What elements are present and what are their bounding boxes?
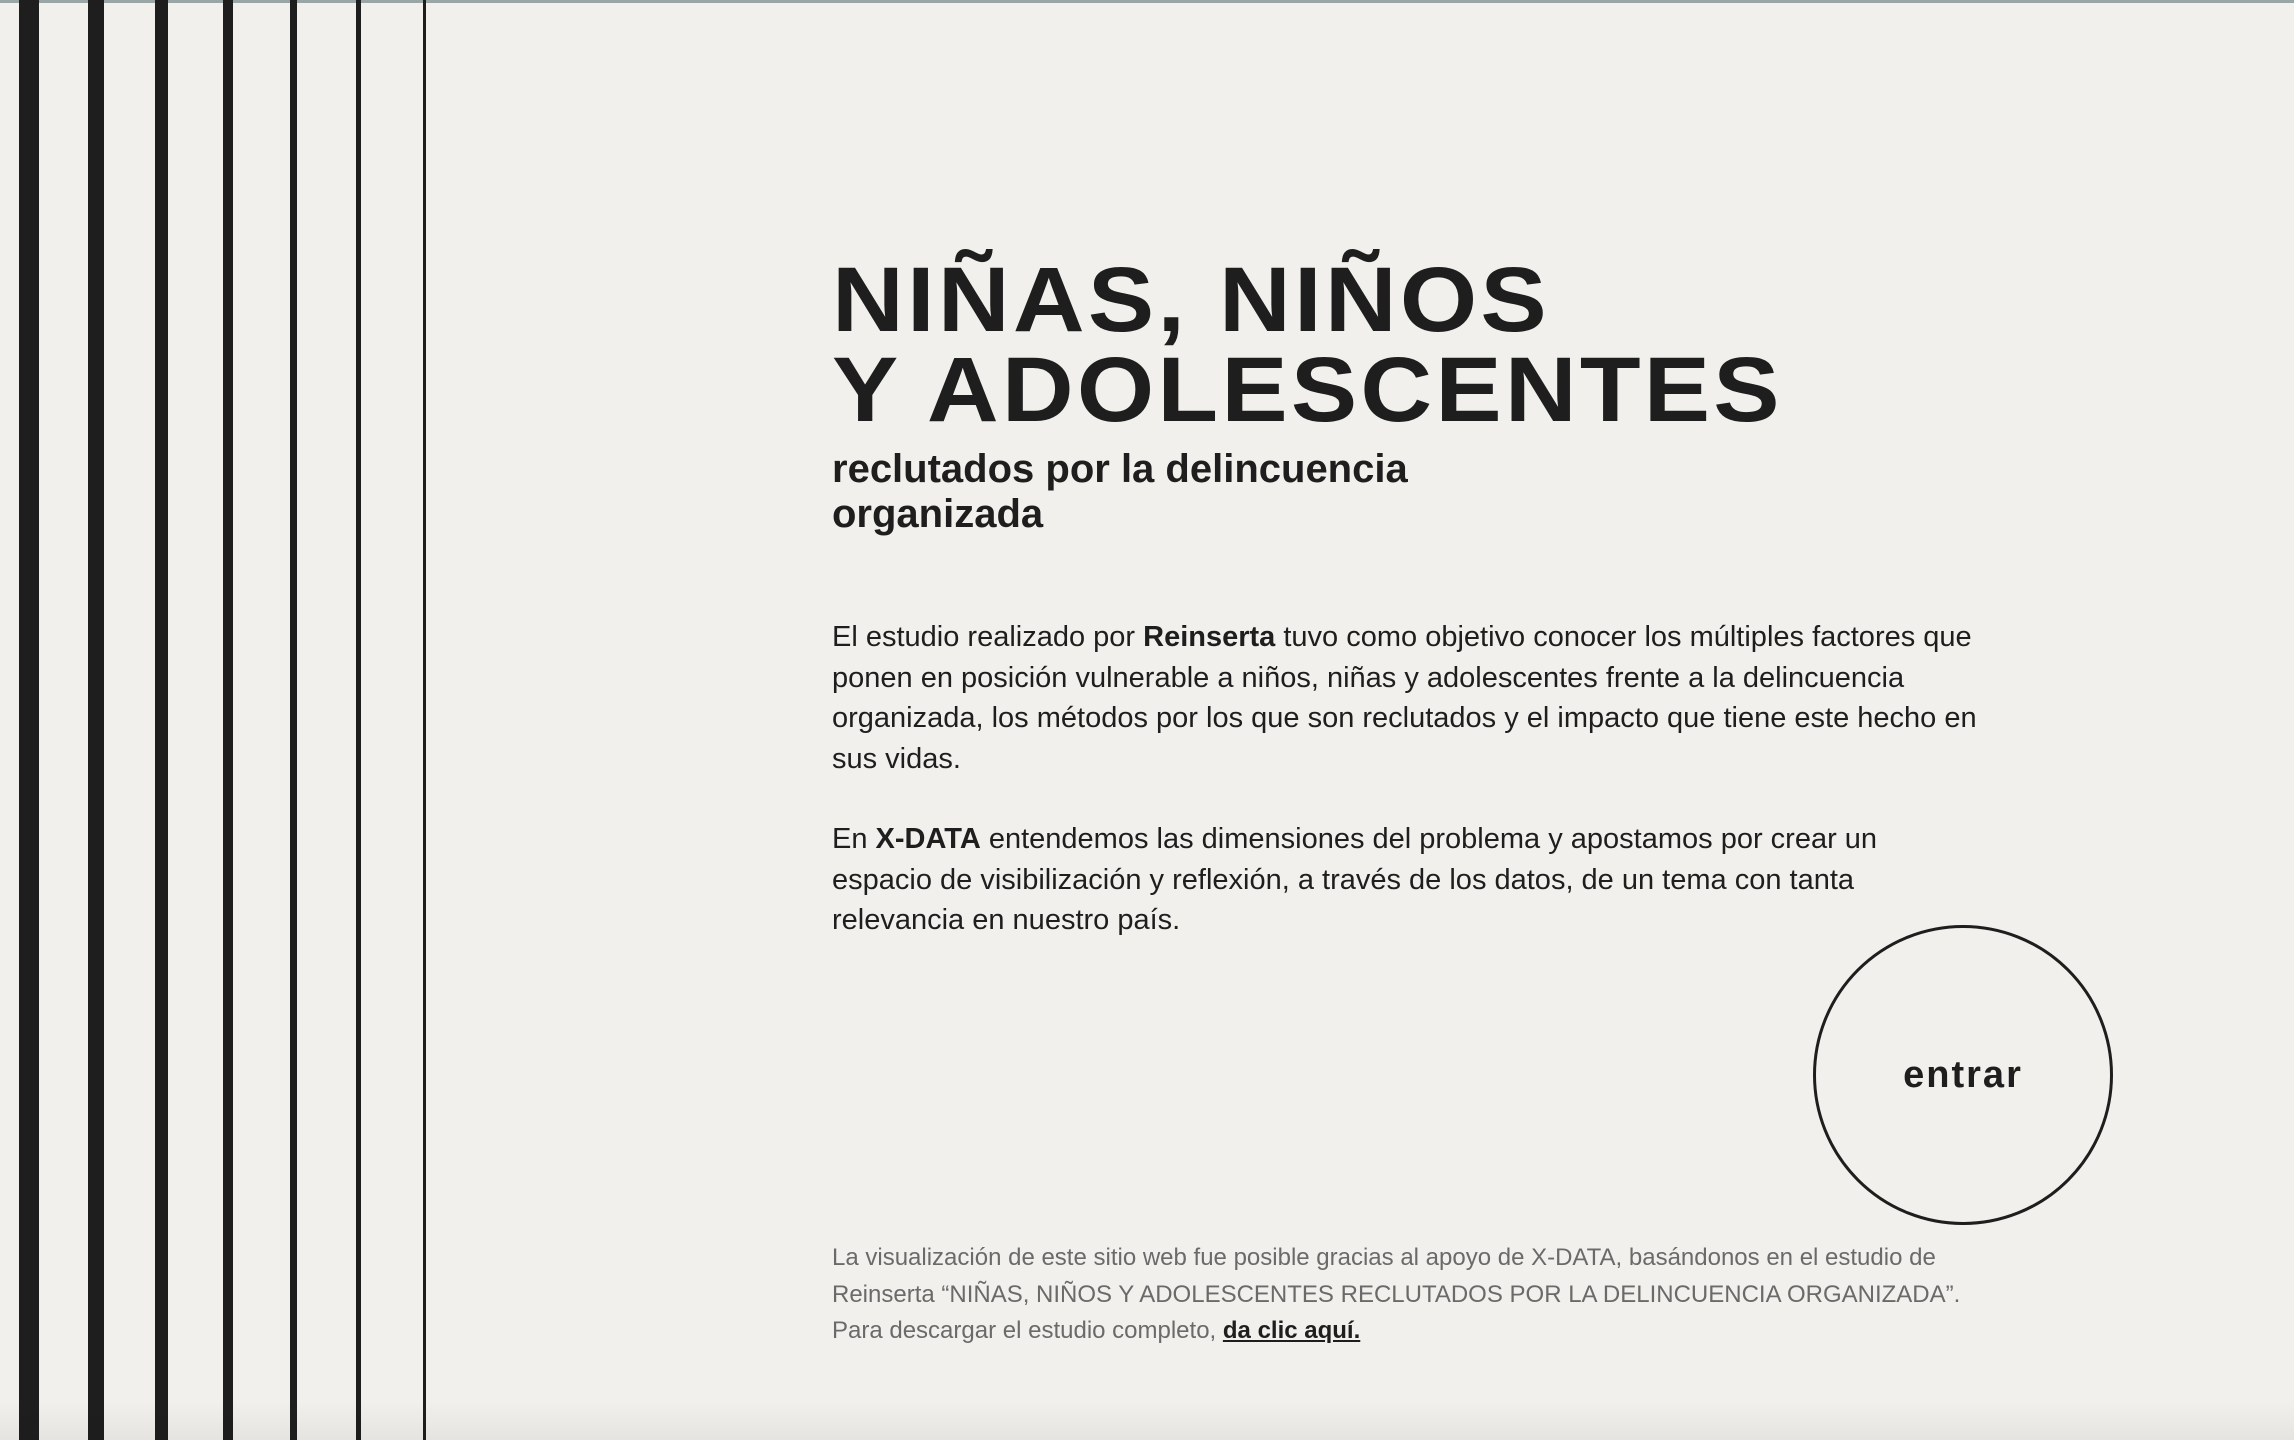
intro-paragraph-study [832,617,1982,779]
stripe [356,0,361,1440]
intro-text: tuvo como objetivo conocer los múltiples factores que ponen en posición vulnerable a niños, niñas y adolescentes frente a la delincuencia organizada, los métodos por los que son reclutados y el impacto que tiene este hecho en sus vidas. [832,621,1977,775]
stripe [155,0,168,1440]
stripe [290,0,297,1440]
download-prefix: Para descargar el estudio completo, [832,1317,1223,1344]
reinserta-name: Reinserta [1143,621,1276,653]
download-study-link[interactable]: da clic aquí. [1222,1317,1361,1344]
intro-text: En [832,823,876,855]
stripe [223,0,233,1440]
intro-paragraph-xdata [832,819,1982,941]
download-line [832,1313,1982,1350]
xdata-name: X-DATA [875,823,981,855]
enter-button-label: entrar [1903,1053,2023,1096]
stripe [19,0,39,1440]
title-line-2: Y ADOLESCENTES [832,339,1783,441]
stripe [88,0,104,1440]
credit-text: La visualización de este sitio web fue posible gracias al apoyo de X-DATA, basándonos en el estudio de Reinserta “NIÑAS, NIÑOS Y ADOLESCENTES RECLUTADOS POR LA DELINCUENCIA ORGANIZADA”. [832,1244,1961,1308]
intro-text: entendemos las dimensiones del problema y apostamos por crear un espacio de visibilización y reflexión, a través de los datos, de un tema con tanta relevancia en nuestro país. [832,823,1878,936]
bottom-shade [0,1400,2294,1440]
intro-text: El estudio realizado por [832,621,1144,653]
title-line-1: NIÑAS, NIÑOS [832,249,1550,351]
footnote [832,1240,1982,1350]
decorative-stripes [0,0,430,1440]
subtitle-line-1: reclutados por la delincuencia [832,447,1408,491]
main-content [832,249,1992,941]
page-title [832,249,2085,441]
page-subtitle [832,447,1472,537]
enter-button[interactable] [1813,925,2113,1225]
stripe [423,0,426,1440]
subtitle-line-2: organizada [832,492,1044,536]
